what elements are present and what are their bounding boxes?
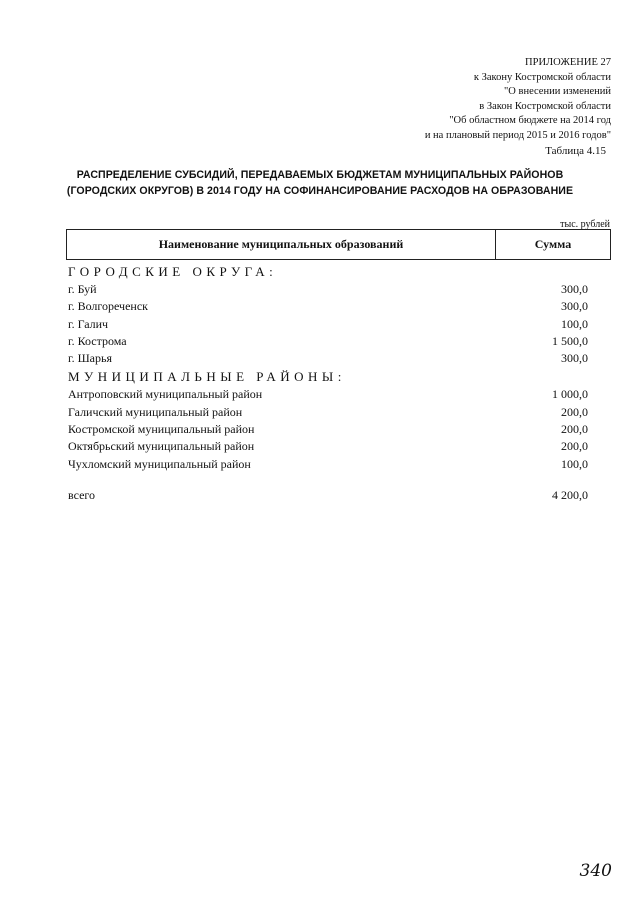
row-name: г. Кострома: [68, 333, 127, 348]
total-amount: 4 200,0: [552, 487, 588, 502]
group-municipal-districts: [68, 368, 588, 472]
row-amount: 100,0: [561, 316, 588, 331]
appendix-line: к Закону Костромской области: [473, 71, 611, 83]
row-amount: 1 500,0: [552, 333, 588, 348]
appendix-line: и на плановый период 2015 и 2016 годов": [424, 129, 611, 141]
appendix-line: в Закон Костромской области: [479, 100, 611, 112]
row-name: Чухломский муниципальный район: [68, 456, 251, 471]
appendix-line: "Об областном бюджете на 2014 год: [449, 115, 611, 127]
column-header-name: Наименование муниципальных образований: [67, 230, 496, 259]
units-label: тыс. рублей: [560, 219, 610, 230]
column-header-sum: Сумма: [534, 237, 572, 251]
table-row: [68, 350, 588, 367]
group-title: ГОРОДСКИЕ ОКРУГА:: [68, 264, 278, 279]
table-row: [68, 404, 588, 421]
document-title: [60, 167, 580, 199]
total-label: всего: [68, 487, 96, 502]
row-amount: 100,0: [561, 456, 588, 471]
appendix-header: [425, 56, 611, 144]
table-row: [68, 456, 588, 473]
row-name: Костромской муниципальный район: [68, 422, 255, 437]
row-amount: 1 000,0: [552, 387, 588, 402]
row-name: г. Буй: [68, 282, 97, 296]
row-name: Октябрьский муниципальный район: [68, 439, 255, 454]
row-name: г. Шарья: [68, 351, 112, 366]
row-name: г. Галич: [68, 316, 109, 331]
row-amount: 200,0: [561, 422, 588, 437]
row-amount: 200,0: [561, 404, 588, 419]
title-line-2: (ГОРОДСКИХ ОКРУГОВ) В 2014 ГОДУ НА СОФИНАНСИРОВАНИЕ РАСХОДОВ НА ОБРАЗОВАНИЕ: [66, 185, 574, 197]
title-line-1: РАСПРЕДЕЛЕНИЕ СУБСИДИЙ, ПЕРЕДАВАЕМЫХ БЮДЖЕТАМ МУНИЦИПАЛЬНЫХ РАЙОНОВ: [76, 169, 564, 181]
row-amount: 300,0: [561, 282, 588, 296]
row-name: г. Волгореченск: [68, 299, 148, 314]
table-body: [68, 263, 588, 504]
row-amount: 200,0: [561, 439, 588, 454]
row-amount: 300,0: [561, 299, 588, 314]
table-row: [68, 333, 588, 350]
group-title: МУНИЦИПАЛЬНЫЕ РАЙОНЫ:: [68, 369, 346, 385]
table-row: [68, 316, 588, 333]
table-header: [66, 229, 611, 260]
group-city-districts: [68, 263, 588, 367]
row-name: Галичский муниципальный район: [68, 404, 243, 419]
table-row: [68, 421, 588, 438]
table-number: Таблица 4.15: [545, 145, 606, 157]
page-number: 340: [579, 861, 612, 881]
table-row: [68, 298, 588, 315]
table-row: [68, 438, 588, 455]
table-row: [68, 281, 588, 298]
appendix-line: ПРИЛОЖЕНИЕ 27: [525, 57, 611, 68]
row-amount: 300,0: [561, 351, 588, 366]
row-name: Антроповский муниципальный район: [68, 387, 263, 402]
total-row: [68, 487, 588, 504]
appendix-line: "О внесении изменений: [504, 86, 611, 98]
table-row: [68, 386, 588, 403]
